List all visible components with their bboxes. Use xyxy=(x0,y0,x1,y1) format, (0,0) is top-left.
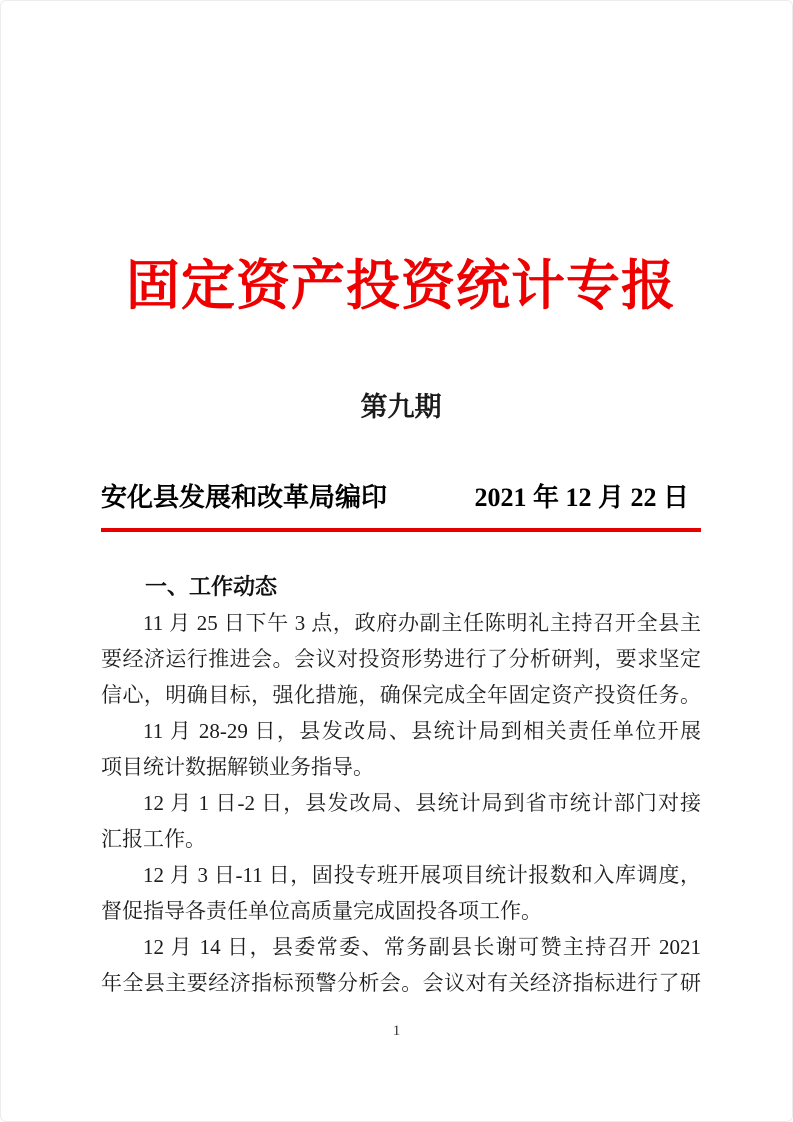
section-heading: 一、工作动态 xyxy=(145,574,278,599)
body-text-line: 督促指导各责任单位高质量完成固投各项工作。 xyxy=(101,899,542,923)
publish-date: 2021 年 12 月 22 日 xyxy=(474,483,689,512)
body-text-line: 11 月 28-29 日，县发改局、县统计局到相关责任单位开展 xyxy=(143,719,701,743)
page-number: 1 xyxy=(392,1023,401,1039)
report-content xyxy=(101,1,701,1001)
red-divider-line xyxy=(101,528,701,532)
body-text-line: 12 月 1 日-2 日，县发改局、县统计局到省市统计部门对接 xyxy=(143,791,701,815)
body-text xyxy=(101,605,701,1001)
body-text-line: 信心，明确目标，强化措施，确保完成全年固定资产投资任务。 xyxy=(101,683,701,707)
publisher-name: 安化县发展和改革局编印 xyxy=(101,483,388,512)
body-text-line: 项目统计数据解锁业务指导。 xyxy=(101,755,374,779)
masthead-row xyxy=(101,482,701,514)
body-text-line: 11 月 25 日下午 3 点，政府办副主任陈明礼主持召开全县主 xyxy=(143,611,701,635)
body-text-line: 要经济运行推进会。会议对投资形势进行了分析研判，要求坚定 xyxy=(101,647,701,671)
issue-number: 第九期 xyxy=(360,392,442,422)
body-text-line: 12 月 3 日-11 日，固投专班开展项目统计报数和入库调度， xyxy=(143,863,701,887)
report-title: 固定资产投资统计专报 xyxy=(126,256,676,316)
body-text-line: 汇报工作。 xyxy=(101,827,206,851)
body-text-line: 年全县主要经济指标预警分析会。会议对有关经济指标进行了研 xyxy=(101,971,701,995)
body-text-line: 12 月 14 日，县委常委、常务副县长谢可赞主持召开 2021 xyxy=(143,935,701,959)
